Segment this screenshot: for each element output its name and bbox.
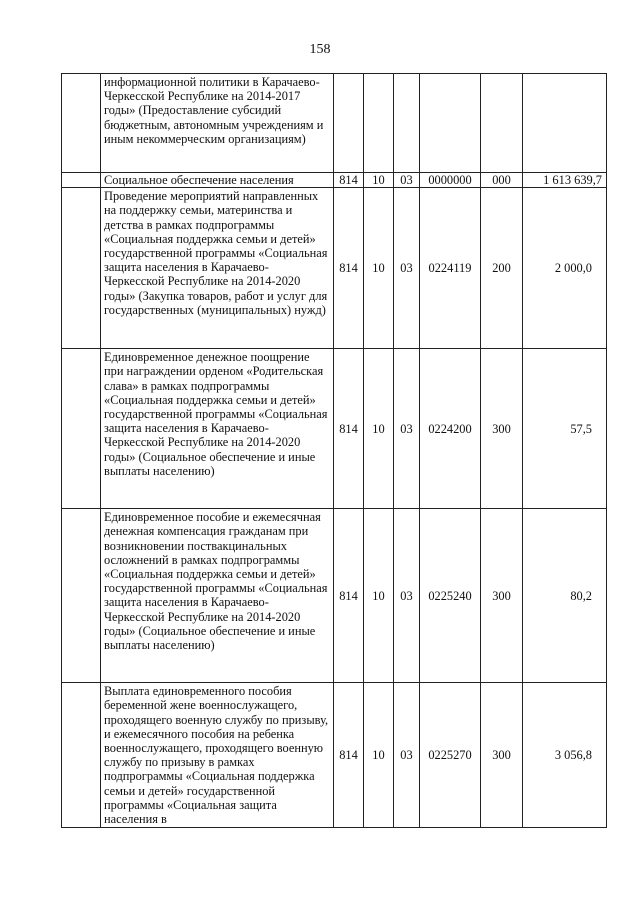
table-row	[62, 683, 607, 828]
subsection-code: 03	[394, 683, 420, 828]
section-code: 10	[364, 349, 394, 509]
table-row	[62, 349, 607, 509]
expense-type-code: 300	[481, 509, 523, 683]
budget-table	[61, 73, 607, 828]
section-code: 10	[364, 509, 394, 683]
blank-cell	[62, 349, 101, 509]
subsection-code: 03	[394, 509, 420, 683]
subsection-code	[394, 74, 420, 173]
item-name: Выплата единовременного пособия беременной жене военнослужащего, проходящего военную службу по призыву, и ежемесячного пособия на ребенка военнослужащего, проходящего военную службу по призыву в рамках подпрограммы «Социальная поддержка семьи и детей» государственной программы «Социальная защита населения в	[101, 683, 334, 828]
section-code: 10	[364, 173, 394, 188]
blank-cell	[62, 74, 101, 173]
amount: 1 613 639,7	[523, 173, 607, 188]
target-code: 0225240	[420, 509, 481, 683]
subsection-code: 03	[394, 188, 420, 349]
section-code: 10	[364, 683, 394, 828]
blank-cell	[62, 188, 101, 349]
amount: 2 000,0	[523, 188, 607, 349]
page-number: 158	[309, 42, 331, 57]
target-code	[420, 74, 481, 173]
expense-type-code: 300	[481, 349, 523, 509]
expense-type-code: 000	[481, 173, 523, 188]
item-name: информационной политики в Карачаево-Черкесской Республике на 2014-2017 годы» (Предоставление субсидий бюджетным, автономным учреждениям и иным некоммерческим организациям)	[101, 74, 334, 173]
amount: 57,5	[523, 349, 607, 509]
target-code: 0224119	[420, 188, 481, 349]
ministry-code	[334, 74, 364, 173]
table-row	[62, 74, 607, 173]
section-code: 10	[364, 188, 394, 349]
table-row	[62, 188, 607, 349]
expense-type-code: 300	[481, 683, 523, 828]
blank-cell	[62, 173, 101, 188]
target-code: 0000000	[420, 173, 481, 188]
target-code: 0225270	[420, 683, 481, 828]
item-name: Проведение мероприятий направленных на поддержку семьи, материнства и детства в рамках подпрограммы «Социальная поддержка семьи и детей» государственной программы «Социальная защита населения в Карачаево-Черкесской Республике на 2014-2020 годы» (Закупка товаров, работ и услуг для государственных (муниципальных) нужд)	[101, 188, 334, 349]
subsection-code: 03	[394, 173, 420, 188]
blank-cell	[62, 509, 101, 683]
amount: 80,2	[523, 509, 607, 683]
item-name: Социальное обеспечение населения	[101, 173, 334, 188]
ministry-code: 814	[334, 173, 364, 188]
item-name: Единовременное пособие и ежемесячная денежная компенсация гражданам при возникновении поствакцинальных осложнений в рамках подпрограммы «Социальная поддержка семьи и детей» государственной программы «Социальная защита населения в Карачаево-Черкесской Республике на 2014-2020 годы» (Социальное обеспечение и иные выплаты населению)	[101, 509, 334, 683]
amount	[523, 74, 607, 173]
ministry-code: 814	[334, 509, 364, 683]
ministry-code: 814	[334, 349, 364, 509]
expense-type-code: 200	[481, 188, 523, 349]
table-row	[62, 173, 607, 188]
amount: 3 056,8	[523, 683, 607, 828]
blank-cell	[62, 683, 101, 828]
table-row	[62, 509, 607, 683]
ministry-code: 814	[334, 188, 364, 349]
ministry-code: 814	[334, 683, 364, 828]
subsection-code: 03	[394, 349, 420, 509]
section-code	[364, 74, 394, 173]
item-name: Единовременное денежное поощрение при награждении орденом «Родительская слава» в рамках подпрограммы «Социальная поддержка семьи и детей» государственной программы «Социальная защита населения в Карачаево-Черкесской Республике на 2014-2020 годы» (Социальное обеспечение и иные выплаты населению)	[101, 349, 334, 509]
expense-type-code	[481, 74, 523, 173]
target-code: 0224200	[420, 349, 481, 509]
